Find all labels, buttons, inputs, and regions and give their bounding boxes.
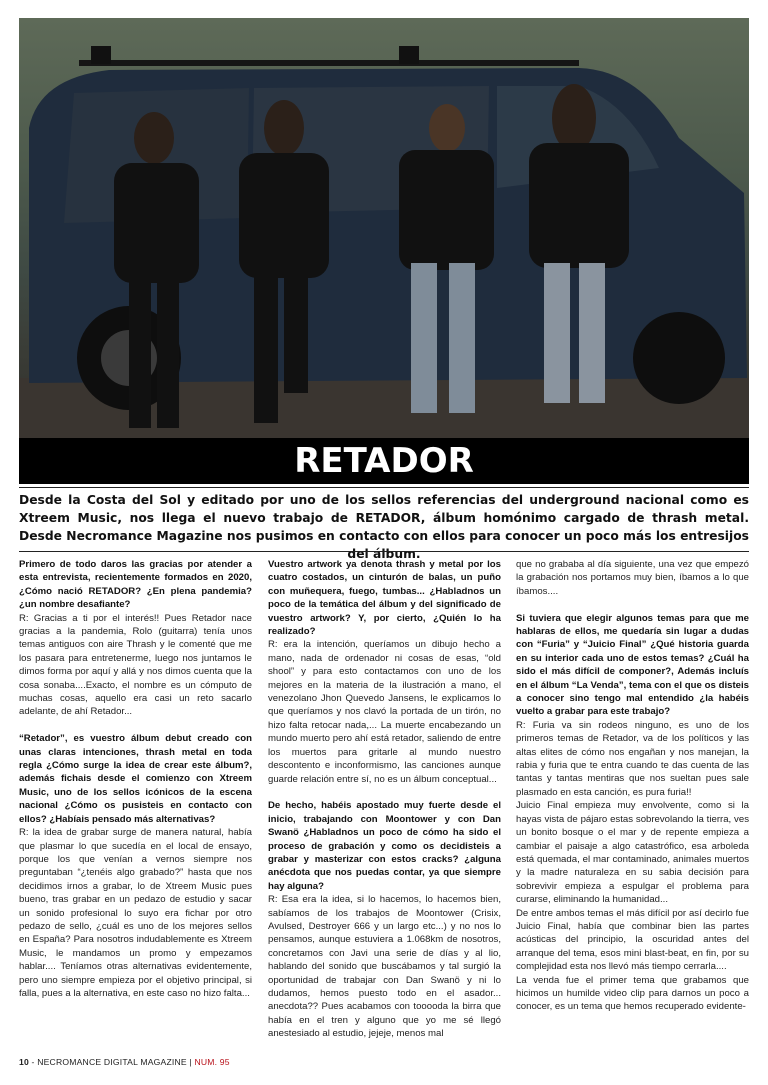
column-3: [516, 558, 749, 1014]
answer: R: Gracias a ti por el interés!! Pues Retador nace gracias a la pandemia, Rolo (guitarra) tenía unos temas antiguos con aire Thrash y le comenté que me los pasara para entretenerme, luego nos juntamos le dimos forma por aquí y allá y nos dimos cuenta que la cosa sonaba....Exacto, el nombre es un cómputo de muchas cosas, aquello era casi un reto sacarlo adelante, de ahí Retador...: [19, 612, 252, 718]
question: Vuestro artwork ya denota thrash y metal por los cuatro costados, un cinturón de balas, un puño con muñequera, fuego, tumbas... ¿Habladnos un poco de la temática del álbum y del significado de vuestro artwork? Y, por cierto, ¿Quién lo ha realizado?: [268, 559, 501, 638]
column-1: [19, 558, 252, 1014]
article-title: RETADOR: [294, 441, 474, 481]
page-number: 10: [19, 1057, 29, 1067]
question: Si tuviera que elegir algunos temas para que me hablaras de ellos, me quedaría sin lugar a dudas con “Furia” y “Juicio Final” ¿Qué historia guarda en su interior cada uno de estos temas? ¿Cuál ha sido el más difícil de componer?, Además incluís en el álbum “La Venda”, tema con el que os disteis a conocer sino tengo mal entendido ¿la habéis vuelto a grabar para este trabajo?: [516, 612, 749, 718]
answer: R: la idea de grabar surge de manera natural, había que plasmar lo que sucedía en el local de ensayo, porque los que venían a vernos siempre nos preguntaban “¿tenéis algo grabado?” hasta que nos decidimos irnos a grabar, lo de Xtreem Music pues bueno, tras grabar en un pedazo de estudio y sacar un sonido profesional lo suyo era fichar por otro pedazo de sello, ¿cuál es uno de los mejores sellos en España? Para nosotros indudablemente es Xtreem Music, le mandamos un promo y empezamos hablar.... Teníamos otras alternativas evidentemente, pero uno siempre empieza por el objetivo principal, si falla, pues a la alternativa, en este caso no hizo falta...: [19, 827, 252, 999]
answer: R: era la intención, queríamos un dibujo hecho a mano, nada de ordenador ni cosas de esas, “old shool” y para esto contactamos con uno de los mejores en la materia de la ilustración a mano, el venezolano Jhon Quevedo Jansens, le explicamos lo que queríamos y nos clavó la portada de un tirón, no hizo falta retocar nada,... La muerte encabezando un mundo muerto pero ahí está retador, saliendo de entre los muertos para gritarle al mundo nuestro descontento e inconformismo, las canciones aunque guarde relación entre sí, no es un álbum conceptual...: [268, 639, 501, 785]
divider-intro: [19, 551, 749, 552]
answer: R: Esa era la idea, si lo hacemos, lo hacemos bien, sabíamos de los trabajos de Moontower (Crisix, Avulsed, Destroyer 666 y un largo etc...) y no nos lo pensamos, aunque estuviera a 1.068km de nosotros, concretamos con Javi una serie de días y al lio, hablando del sonido que buscábamos y tal surgió la oportunidad de trabajar con Dan Swanö y ni lo dudamos, hemos puesto todo en el asador... anecdota?? Pues acabamos con tooooda la birra que había en el tren y alguno que yo me sé llegó anestesiado al estudio, jejeje, menos mal: [268, 894, 501, 1040]
answer: De entre ambos temas el más difícil por así decirlo fue Juicio Final, había que combinar bien las partes acústicas del principio, la oscuridad antes del arranque del tema, esos mini blast-beat, en fin, por su complejidad esta nos llevó más tiempo cerrarla....: [516, 907, 749, 973]
answer: La venda fue el primer tema que grabamos que hicimos un humilde video clip para darnos un poco a conocer, es un tema que hemos recuperado evidente-: [516, 974, 749, 1013]
magazine-name: NECROMANCE DIGITAL MAGAZINE: [37, 1057, 187, 1067]
column-2: [268, 558, 501, 1054]
issue-number: NUM. 95: [194, 1057, 230, 1067]
answer-continued: que no grababa al día siguiente, una vez que empezó la grabación nos portamos muy bien, íbamos a lo que íbamos....: [516, 559, 749, 597]
article-intro: Desde la Costa del Sol y editado por uno de los sellos referencias del underground nacional como es Xtreem Music, nos llega el nuevo trabajo de RETADOR, álbum homónimo cargado de thrash metal. Desde Necromance Magazine nos pusimos en contacto con ellos para conocer un poco más los entresijos del álbum.: [19, 493, 749, 561]
footer-separator: -: [28, 1057, 38, 1067]
question: Primero de todo daros las gracias por atender a esta entrevista, recientemente formados en 2020, ¿Cómo nació RETADOR? ¿En plena pandemia? ¿un nombre desafiante?: [19, 559, 252, 611]
question: De hecho, habéis apostado muy fuerte desde el inicio, trabajando con Moontower y con Dan Swanö ¿Habladnos un poco de cómo ha sido el proceso de grabación y como os decidisteis a grabar y masterizar con estos cracks? ¿alguna anécdota que nos puedas contar, ya que siempre hay alguna?: [268, 800, 501, 892]
question: “Retador”, es vuestro álbum debut creado con unas claras intenciones, thrash metal en toda regla ¿Cómo surge la idea de crear este álbum?, además fichais desde el comienzo con Xtreem Music, uno de los sellos icónicos de la escena nacional ¿Cómo os pusisteis en contacto con ellos? ¿Habíais pensado más alternativas?: [19, 733, 252, 825]
footer-divider: |: [186, 1057, 195, 1067]
page-footer: [19, 1057, 230, 1067]
answer: R: Furia va sin rodeos ninguno, es uno de los primeros temas de Retador, va de los políticos y las altas elites de cómo nos engañan y nos manejan, la rabia y furia que te entra cuando te das cuenta de las tantas y tantas mentiras que nos sueltan pues sale plasmado en esta canción, es pura furia!!: [516, 719, 749, 798]
answer: Juicio Final empieza muy envolvente, como si la hayas vista de pájaro estas sobrevolando la tierra, ves un bonito bosque o el mar y de repente empieza a cambiar el paisaje a algo catastrófico, esa arboleda está quemada, el mar contaminado, animales muertos y la madre naturaleza en su sabia decisión para sobrevivir empieza a espulgar el problema para curarse, eliminando la humanidad...: [516, 800, 749, 906]
article-columns: [19, 558, 749, 1048]
divider-top: [19, 487, 749, 488]
band-photo: [19, 18, 749, 438]
title-bar: [19, 438, 749, 484]
